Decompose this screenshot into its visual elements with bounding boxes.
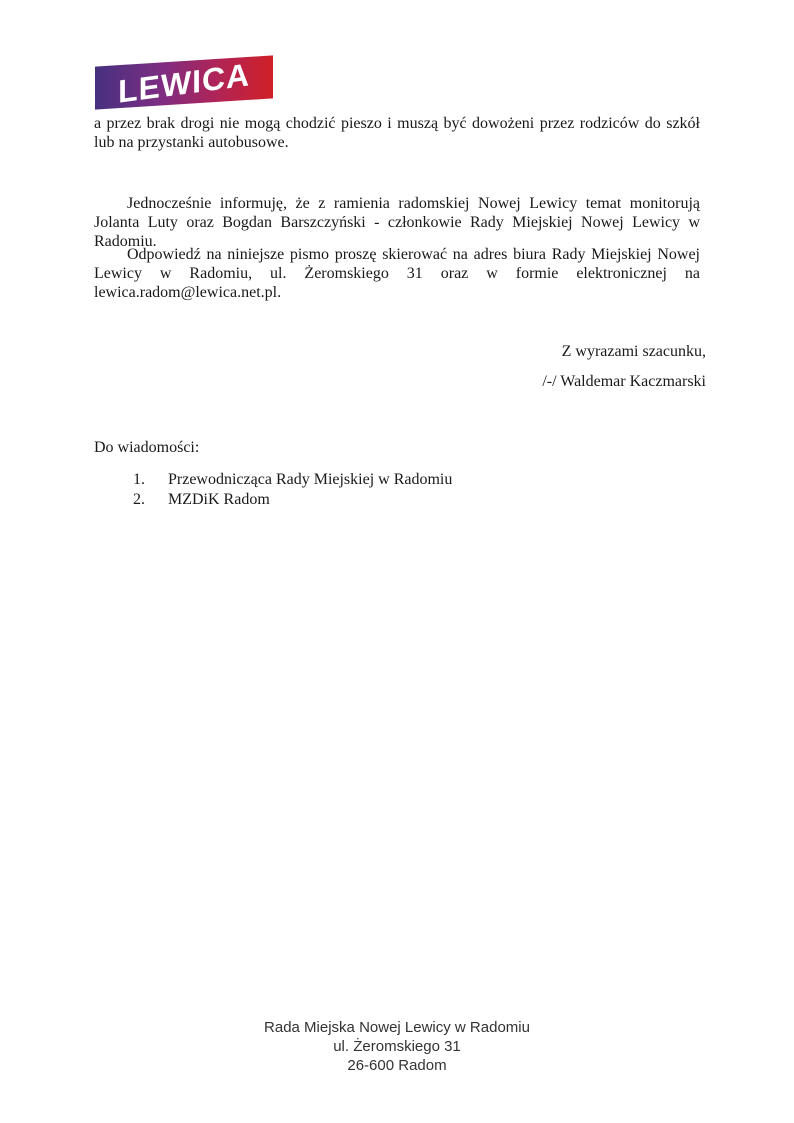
cc-list	[133, 470, 452, 510]
cc-item-2	[133, 490, 452, 510]
signature-name: /-/ Waldemar Kaczmarski	[542, 373, 706, 390]
footer-city: 26-600 Radom	[347, 1057, 447, 1074]
paragraph-monitoring: Jednocześnie informuję, że z ramienia radomskiej Nowej Lewicy temat monitorują Jolanta Luty oraz Bogdan Barszczyński - członkowie Rady Miejskiej Nowej Lewicy w Radomiu.	[94, 195, 700, 250]
cc-item-1-number: 1.	[133, 471, 145, 488]
paragraph-transport: a przez brak drogi nie mogą chodzić pieszo i muszą być dowożeni przez rodziców do szkół lub na przystanki autobusowe.	[94, 115, 700, 151]
paragraph-response-address: Odpowiedź na niniejsze pismo proszę skierować na adres biura Rady Miejskiej Nowej Lewicy w Radomiu, ul. Żeromskiego 31 oraz w formie elektronicznej na lewica.radom@lewica.net.pl.	[94, 246, 700, 301]
signature-closing: Z wyrazami szacunku,	[561, 343, 706, 360]
lewica-logo	[95, 55, 273, 109]
page-footer	[0, 1018, 794, 1075]
cc-item-2-label: MZDiK Radom	[168, 491, 270, 508]
cc-heading: Do wiadomości:	[94, 439, 200, 456]
cc-item-1	[133, 470, 452, 490]
cc-item-2-number: 2.	[133, 491, 145, 508]
footer-organization: Rada Miejska Nowej Lewicy w Radomiu	[264, 1019, 530, 1036]
cc-item-1-label: Przewodnicząca Rady Miejskiej w Radomiu	[168, 471, 453, 488]
footer-street: ul. Żeromskiego 31	[333, 1038, 461, 1055]
lewica-logo-text: LEWICA	[118, 55, 250, 110]
